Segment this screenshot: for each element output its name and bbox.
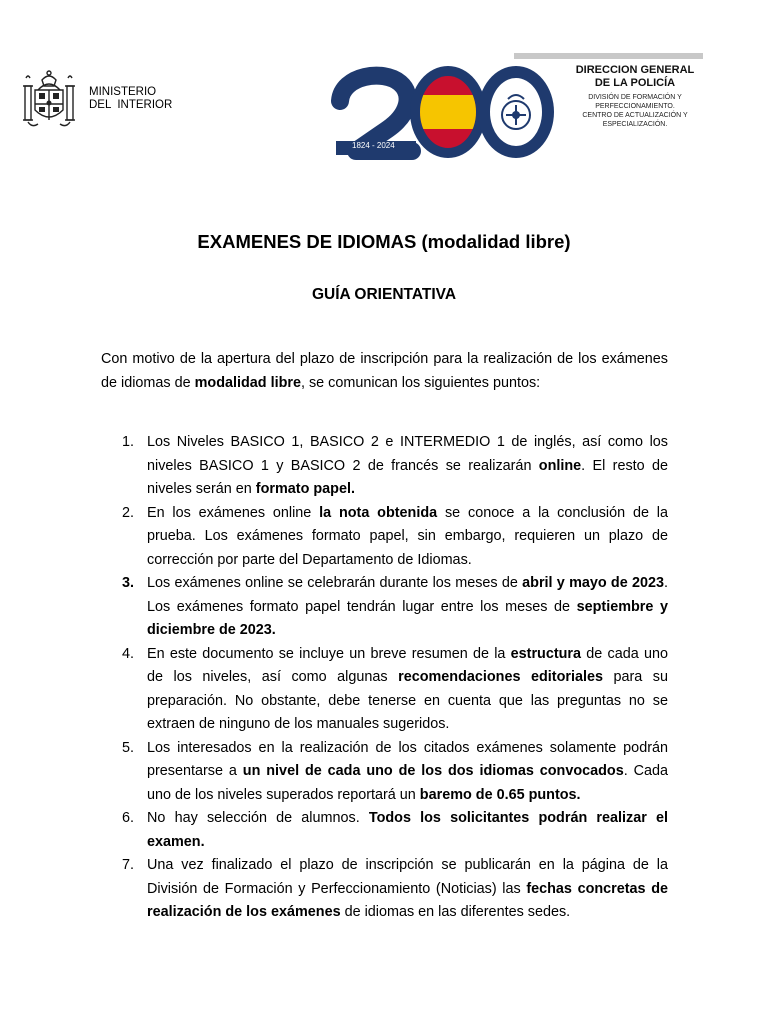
list-item-number: 3. xyxy=(122,575,135,591)
list-item-text: En los exámenes online xyxy=(147,504,320,521)
list-item xyxy=(101,854,668,925)
directorate-sub-line: ESPECIALIZACIÓN. xyxy=(602,121,668,128)
list-item-text: se conoce a la conclusión de la prueba. Los exámenes formato papel, sin embargo, requieren un plazo de corrección por parte del Departamento de Idiomas. xyxy=(147,504,669,568)
ministry-logo-block xyxy=(18,66,208,136)
list-item-text: En este documento se incluye un breve resumen de la xyxy=(147,645,511,662)
list-item-text-bold: recomendaciones editoriales xyxy=(398,669,603,685)
list-item xyxy=(101,643,668,737)
intro-text: Con motivo de la apertura del plazo de inscripción para la realización de los exámenes de idiomas de xyxy=(101,351,668,391)
list-item-text-bold: la nota obtenida xyxy=(319,504,438,521)
list-item-text-bold: fechas concretas de realización de los exámenes xyxy=(147,880,668,920)
directorate-sub-line: CENTRO DE ACTUALIZACIÓN Y xyxy=(582,112,688,119)
list-item xyxy=(101,431,668,502)
list-item xyxy=(101,807,668,854)
list-item-text-bold: Todos los solicitantes podrán realizar el examen. xyxy=(147,810,668,850)
list-item-text-bold: un nivel de cada uno de los dos idiomas convocados xyxy=(242,763,624,779)
list-item-text: No hay selección de alumnos. xyxy=(147,810,369,826)
directorate-title-line: DE LA POLICÍA xyxy=(594,77,676,89)
list-item-text-bold: online xyxy=(538,457,582,474)
list-item-number: 5. xyxy=(122,739,135,756)
directorate-subtitle xyxy=(560,93,710,129)
list-item-number: 1. xyxy=(122,434,135,450)
intro-text: , se comunican los siguientes puntos: xyxy=(300,374,541,391)
list-item xyxy=(101,737,668,808)
page-header xyxy=(0,0,768,180)
points-list xyxy=(101,431,668,925)
ministry-line: DEL INTERIOR xyxy=(89,99,173,111)
list-item-number: 7. xyxy=(122,857,135,873)
list-item-text: . Los exámenes formato papel tendrán lugar entre los meses de xyxy=(147,575,668,615)
intro-paragraph xyxy=(101,348,668,395)
directorate-sub-line: PERFECCIONAMIENTO. xyxy=(595,103,675,110)
list-item-text: . El resto de niveles serán en xyxy=(147,457,668,497)
list-item-text: Los Niveles BASICO 1, BASICO 2 e INTERMEDIO 1 de inglés, así como los niveles BASICO 1 y BASICO 2 de francés se realizarán xyxy=(147,434,668,474)
list-item-number: 4. xyxy=(122,645,135,662)
ministry-name xyxy=(89,86,172,112)
list-item-text: Los exámenes online se celebrarán durante los meses de xyxy=(147,575,523,591)
list-item-text: Una vez finalizado el plazo de inscripción se publicarán en la página de la División de Formación y Perfeccionamiento (Noticias) las xyxy=(147,857,668,897)
list-item-text: Los interesados en la realización de los citados exámenes solamente podrán presentarse a xyxy=(147,739,668,779)
list-item-text: para su preparación. No obstante, debe tenerse en cuenta que las preguntas no se extraen de ninguno de los manuales sugeridos. xyxy=(147,669,669,732)
document-title: EXAMENES DE IDIOMAS (modalidad libre) xyxy=(197,231,571,252)
document-subtitle: GUÍA ORIENTATIVA xyxy=(311,286,457,303)
list-item-text-bold: septiembre y diciembre de 2023. xyxy=(147,598,668,638)
list-item-text: de cada uno de los niveles, así como algunas xyxy=(147,645,669,685)
list-item xyxy=(101,572,668,643)
intro-text-bold: modalidad libre xyxy=(194,374,301,391)
list-item-text: . Cada uno de los niveles superados reportará un xyxy=(147,763,668,803)
centenary-years: 1824 - 2024 xyxy=(352,141,395,150)
coat-of-arms-icon xyxy=(18,66,80,132)
directorate-title-line: DIRECCION GENERAL xyxy=(575,64,695,76)
ministry-line: MINISTERIO xyxy=(89,86,157,98)
list-item-number: 6. xyxy=(122,810,135,826)
list-item-text-bold: abril y mayo de 2023 xyxy=(522,575,664,591)
header-divider xyxy=(514,53,703,59)
list-item-text-bold: baremo de 0.65 puntos. xyxy=(419,786,581,803)
directorate-block xyxy=(560,64,710,129)
list-item-number: 2. xyxy=(122,504,135,521)
list-item-text-bold: formato papel. xyxy=(255,481,355,497)
list-item-text: de idiomas en las diferentes sedes. xyxy=(340,904,571,920)
list-item-text-bold: estructura xyxy=(510,645,582,662)
directorate-title xyxy=(560,64,710,90)
directorate-sub-line: DIVISIÓN DE FORMACIÓN Y xyxy=(588,94,682,101)
list-item xyxy=(101,502,668,573)
